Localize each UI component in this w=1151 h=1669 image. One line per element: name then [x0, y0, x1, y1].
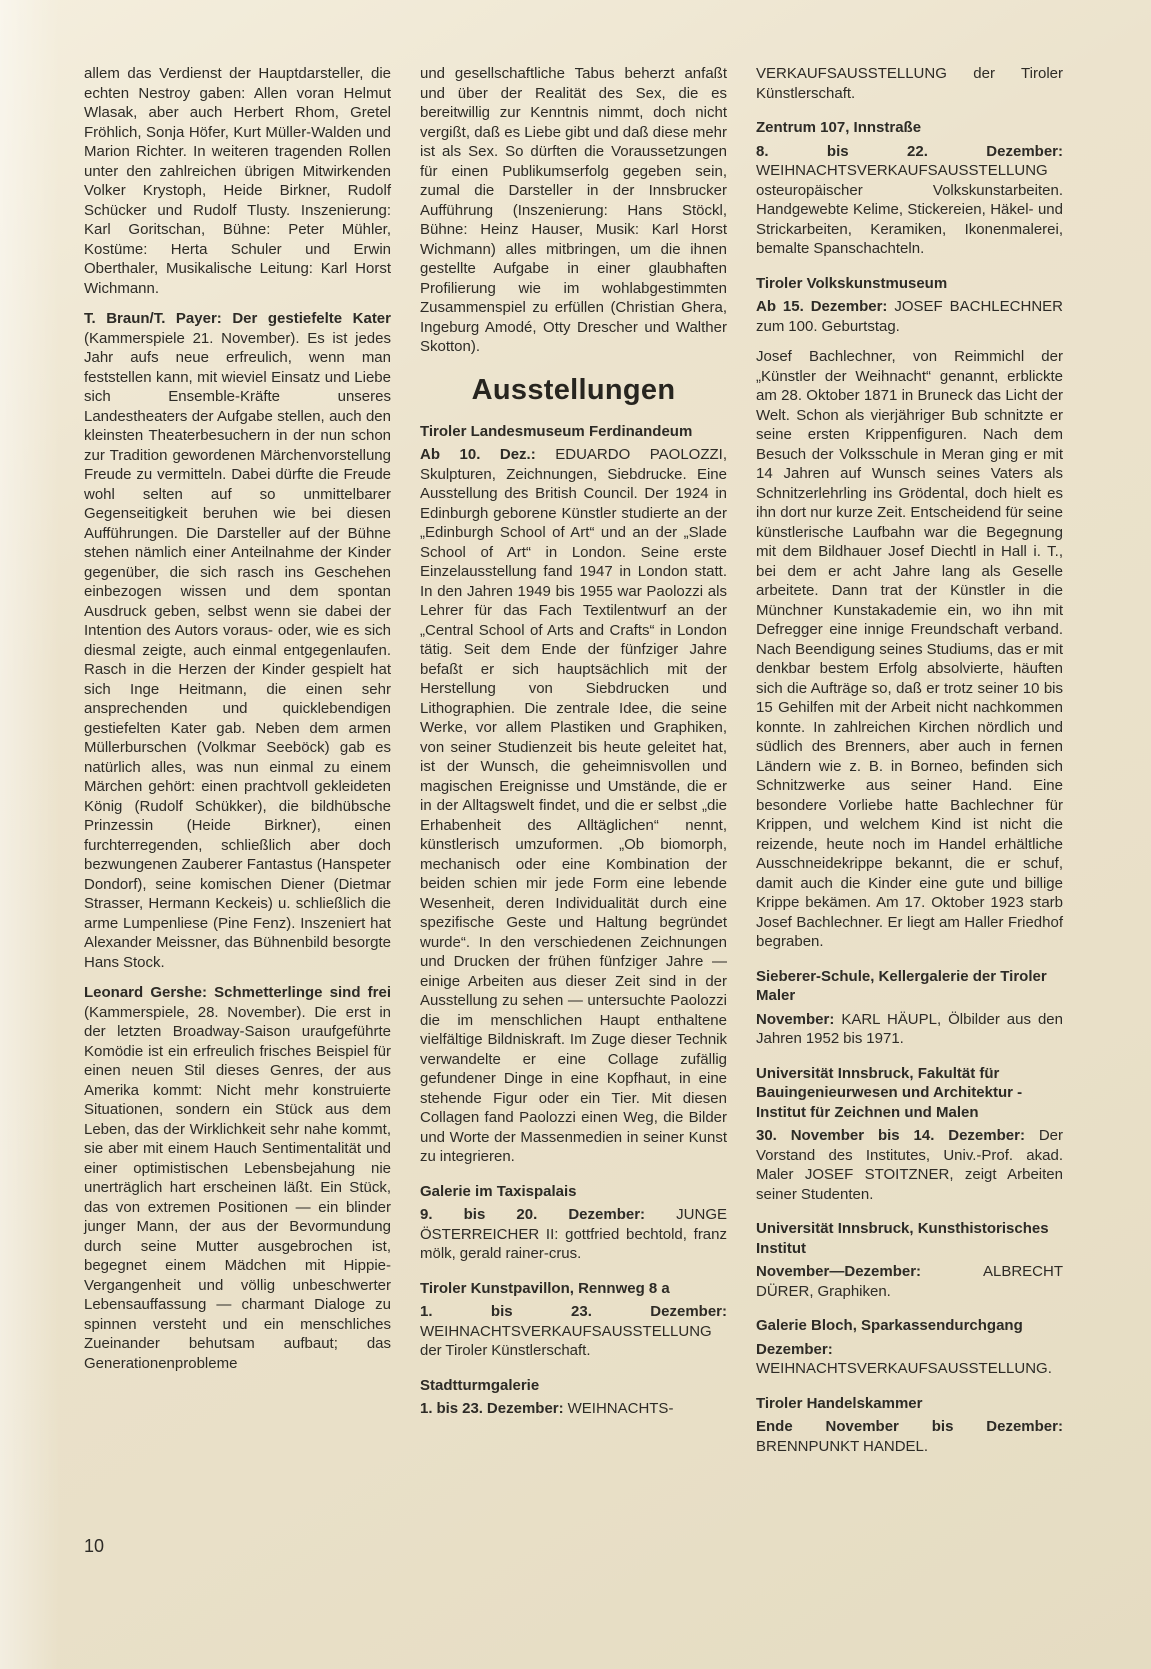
- text-run: Der Vorstand des Institutes, Univ.-Prof. akad. Maler JOSEF STOITZNER, zeigt Arbeiten seiner Studenten.: [756, 1127, 1063, 1203]
- section-title: Ausstellungen: [471, 373, 676, 406]
- bold-lead: 8. bis 22. Dezember:: [756, 142, 1063, 160]
- text-run: ALBRECHT DÜRER, Graphiken.: [756, 1263, 1063, 1300]
- venue-heading: Galerie im Taxispalais: [420, 1182, 577, 1200]
- exhibition-entry: [420, 1205, 727, 1264]
- text-run: JOSEF BACHLECHNER zum 100. Geburtstag.: [756, 298, 1063, 335]
- bold-lead: 30. November bis 14. Dezember:: [756, 1127, 1025, 1144]
- bold-lead: Dezember:: [756, 1340, 833, 1358]
- text-run: VERKAUFSAUSSTELLUNG der Tiroler Künstlerschaft.: [756, 65, 1063, 102]
- venue-heading: Universität Innsbruck, Kunsthistorisches Institut: [756, 1220, 1049, 1257]
- exhibition-entry: [420, 445, 727, 1167]
- text-run: Josef Bachlechner, von Reimmichl der „Künstler der Weihnacht“ genannt, erblickte am 28. Oktober 1871 in Bruneck das Licht der Welt. Schon als vierjähriger Bub schnitzte er seine ersten Krippenfiguren. Nach dem Besuch der Volksschule in Meran ging er mit 14 Jahren auf Wunsch seines Vaters als Schnitzerlehrling ins Grödental, doch hielt es ihn dort nur kurze Zeit. Entscheidend für seine künstlerische Laufbahn war die Begegnung mit dem Bildhauer Josef Diechtl in Hall i. T., bei dem er acht Jahre lang als Geselle arbeitete. Dann trat der Künstler in die Münchner Kunstakademie ein, wo ihn mit Defregger eine innige Freundschaft verband. Nach Beendigung seines Studiums, das er mit denkbar bestem Erfolg absolvierte, häuften sich die Aufträge so, daß er trotz seiner 10 bis 15 Gehilfen mit der Arbeit nicht nachkommen konnte. In zahlreichen Kirchen nördlich und südlich des Brenners, aber auch in fernen Ländern wie z. B. in Borneo, befinden sich Schnitzwerke aus seiner Hand. Eine besondere Vorliebe hatte Bachlechner für Krippen, und welchem Kind ist nicht die reizende, heute noch im Handel erhältliche Ausschneidekrippe bekannt, die er schuf, damit auch die Kinder eine gute und billige Krippe bekämen. Am 17. Oktober 1923 starb Josef Bachlechner. Er liegt am Haller Friedhof begraben.: [756, 348, 1063, 950]
- paragraph: [756, 64, 1063, 103]
- text-run: allem das Verdienst der Hauptdarsteller, die echten Nestroy gaben: Allen voran Helmut Wlasak, aber auch Herbert Rhom, Gretel Fröhlich, Sonja Höfer, Kurt Müller-Walden und Marion Richter. In weiteren tragenden Rollen unter den zahlreichen übrigen Mitwirkenden Volker Krystoph, Heide Birkner, Rudolf Schücker und Rudolf Tlusty. Inszenierung: Karl Goritschan, Bühne: Peter Mühler, Kostüme: Herta Schuler und Erwin Oberthaler, Musikalische Leitung: Karl Horst Wichmann.: [84, 65, 391, 297]
- exhibition-entry: [756, 1417, 1063, 1456]
- venue-heading: Galerie Bloch, Sparkassendurchgang: [756, 1317, 1023, 1334]
- text-run: (Kammerspiele, 28. November). Die erst in der letzten Broadway-Saison uraufgeführte Komödie ist ein erfreulich frisches Beispiel für einen neuen Stil dieses Genres, der aus Amerika kommt: Nicht mehr konstruierte Situationen, sondern ein Stück aus dem Leben, das der Wirklichkeit sehr nahe kommt, sie aber mit einem Hauch Sentimentalität und einer optimistischen Lebensbejahung nie unerträglich hart erscheinen läßt. Ein Stück, das von extremen Positionen — ein blinder junger Mann, der aus der Bevormundung durch seine Mutter ausgebrochen ist, begegnet einem Mädchen mit Hippie-Vergangenheit und völlig unbeschwerter Lebensauffassung — charmant Dialoge zu spinnen versteht und ein menschliches Zueinander behutsam aufbaut; das Generationenprobleme: [84, 1003, 391, 1372]
- bold-lead: Leonard Gershe: Schmetterlinge sind frei: [84, 984, 391, 1001]
- review-paragraph: [84, 309, 391, 972]
- venue-heading: Stadtturmgalerie: [420, 1376, 540, 1394]
- exhibition-entry: [756, 1010, 1063, 1049]
- bold-lead: Ab 10. Dez.:: [420, 446, 536, 463]
- bold-lead: Ende November bis Dezember:: [756, 1418, 1063, 1435]
- column-1: [84, 64, 391, 1467]
- exhibition-entry: [756, 297, 1063, 336]
- text-run: KARL HÄUPL, Ölbilder aus den Jahren 1952 bis 1971.: [756, 1010, 1063, 1047]
- bold-lead: 1. bis 23. Dezember:: [420, 1303, 727, 1320]
- venue-heading: Sieberer-Schule, Kellergalerie der Tiroler Maler: [756, 967, 1047, 1004]
- text-run: (Kammerspiele 21. November). Es ist jedes Jahr aufs neue erfreulich, wenn man feststellen kann, mit wieviel Einsatz und Liebe sich Ensemble-Kräfte unseres Landestheaters der Aufgabe stellen, auch den kleinsten Theaterbesuchern in der nun schon zur Tradition gewordenen Märchenvorstellung Freude zu vermitteln. Dabei dürfte die Freude wohl selten auf so unmittelbarer Gegenseitigkeit beruhen wie bei diesen Aufführungen. Die Darsteller auf der Bühne stehen nämlich einer Anteilnahme der Kinder gegenüber, die sich rasch ins Geschehen einbezogen wissen und dem spontan Ausdruck geben, selbst wenn sie dabei der Intention des Autors voraus- oder, wie es sich diesmal zeigte, auch einmal entgegenlaufen. Rasch in die Herzen der Kinder gespielt hat sich Inge Heitmann, die einen sehr ansprechenden und quicklebendigen gestiefelten Kater gab. Neben dem armen Müllerburschen (Volkmar Seeböck) gab es natürlich alles, was nun einmal zu einem Märchen gehört: einen prachtvoll gekleideten König (Rudolf Schükker), die bildhübsche Prinzessin (Heide Birkner), einen furchterregenden, schließlich aber doch bezwungenen Zauberer Fantastus (Hanspeter Dondorf), seine komischen Diener (Dietmar Strasser, Hermann Keckeis) u. schließlich die arme Lumpenliese (Pine Fenz). Inszeniert hat Alexander Meissner, das Bühnenbild besorgte Hans Stock.: [84, 329, 391, 971]
- exhibition-entry: [756, 1262, 1063, 1301]
- text-run: WEIHNACHTSVERKAUFSAUSSTELLUNG der Tiroler Künstlerschaft.: [420, 1322, 712, 1359]
- text-run: WEIHNACHTSVERKAUFSAUSSTELLUNG.: [756, 1360, 1052, 1377]
- venue-heading: Tiroler Kunstpavillon, Rennweg 8 a: [420, 1279, 670, 1297]
- column-3: [756, 64, 1063, 1467]
- venue-heading: Universität Innsbruck, Fakultät für Bauingenieurwesen und Architektur - Institut für Zeichnen und Malen: [756, 1064, 1023, 1121]
- exhibition-entry: [420, 1399, 727, 1419]
- paragraph: [420, 64, 727, 357]
- text-run: BRENNPUNKT HANDEL.: [756, 1437, 929, 1455]
- exhibition-entry: [420, 1302, 727, 1361]
- text-run: und gesellschaftliche Tabus beherzt anfaßt und über der Realität des Sex, die es bereitwillig zur Kenntnis nimmt, doch nicht vergißt, daß es Liebe gibt und daß diese mehr ist als Sex. So dürften die Voraussetzungen für einen Publikumserfolg gegeben sein, zumal die Darsteller in der Innsbrucker Aufführung (Inszenierung: Hans Stöckl, Bühne: Heinz Hauser, Musik: Karl Horst Wichmann) alles mitbringen, um die ihnen gestellte Aufgabe in einer glaubhaften Profilierung wie im wohlabgestimmten Zusammenspiel zu erfüllen (Christian Ghera, Ingeburg Amodé, Otty Drescher und Walther Skotton).: [420, 65, 727, 355]
- text-run: WEIHNACHTSVERKAUFSAUSSTELLUNG osteuropäischer Volkskunstarbeiten. Handgewebte Kelime, Stickereien, Häkel- und Strickarbeiten, Keramiken, Ikonenmalerei, bemalte Spanschachteln.: [756, 162, 1063, 257]
- bold-lead: 1. bis 23. Dezember:: [420, 1400, 564, 1417]
- exhibition-entry: [756, 1126, 1063, 1204]
- exhibition-entry: [756, 1340, 1063, 1379]
- bold-lead: November—Dezember:: [756, 1263, 922, 1280]
- text-columns: [84, 64, 1063, 1467]
- exhibition-entry: [756, 142, 1063, 259]
- review-paragraph: [84, 983, 391, 1373]
- venue-heading: Tiroler Handelskammer: [756, 1394, 923, 1412]
- paragraph: [756, 347, 1063, 952]
- column-2: [420, 64, 727, 1467]
- bold-lead: November:: [756, 1010, 835, 1028]
- venue-heading: Tiroler Landesmuseum Ferdinandeum: [420, 422, 693, 440]
- paragraph: [84, 64, 391, 298]
- text-run: EDUARDO PAOLOZZI, Skulpturen, Zeichnungen, Siebdrucke. Eine Ausstellung des British Council. Der 1924 in Edinburgh geborene Künstler studierte an der „Edinburgh School of Art“ und an der „Slade School of Art“ in London. Seine erste Einzelausstellung fand 1947 in London statt. In den Jahren 1949 bis 1955 war Paolozzi als Lehrer für das Fach Textilentwurf an der „Central School of Arts and Crafts“ in London tätig. Seit dem Ende der fünfziger Jahre befaßt er sich hauptsächlich mit der Herstellung von Siebdrucken und Lithographien. Die zentrale Idee, die seine Werke, vor allem Plastiken und Graphiken, von seiner Studienzeit bis heute geleitet hat, ist der Wunsch, die geheimnisvollen und magischen Ereignisse und Umstände, die er in der Alltagswelt findet, und die er selbst „die Erhabenheit des Alltäglichen“ nennt, künstlerisch umzuformen. „Ob biomorph, mechanisch oder eine Kombination der beiden schien mir jede Form eine lebende Wesenheit, deren Individualität durch eine spezifische Geste und Haltung begründet wurde“. In den verschiedenen Zeichnungen und Drucken der frühen fünfziger Jahre — einige Arbeiten aus dieser Zeit sind in der Ausstellung zu sehen — untersuchte Paolozzi die im menschlichen Haupt enthaltene vielfältige Bildniskraft. Im Zuge dieser Technik verwandelte er eine Collage zufällig gefundener Dinge in eine Kopfhaut, in eine stehende Figur oder ein Tier. Mit diesen Collagen fand Paolozzi einen Weg, die Bilder und Worte der Massenmedien in seiner Kunst zu integrieren.: [420, 446, 727, 1165]
- page-number: 10: [84, 1536, 105, 1556]
- bold-lead: T. Braun/T. Payer: Der gestiefelte Kater: [84, 310, 391, 327]
- text-run: JUNGE ÖSTERREICHER II: gottfried bechtold, franz mölk, gerald rainer-crus.: [420, 1206, 727, 1262]
- text-run: WEIHNACHTS-: [567, 1400, 674, 1417]
- venue-heading: Tiroler Volkskunstmuseum: [756, 274, 948, 292]
- bold-lead: 9. bis 20. Dezember:: [420, 1206, 646, 1223]
- venue-heading: Zentrum 107, Innstraße: [756, 119, 922, 136]
- bold-lead: Ab 15. Dezember:: [756, 298, 888, 315]
